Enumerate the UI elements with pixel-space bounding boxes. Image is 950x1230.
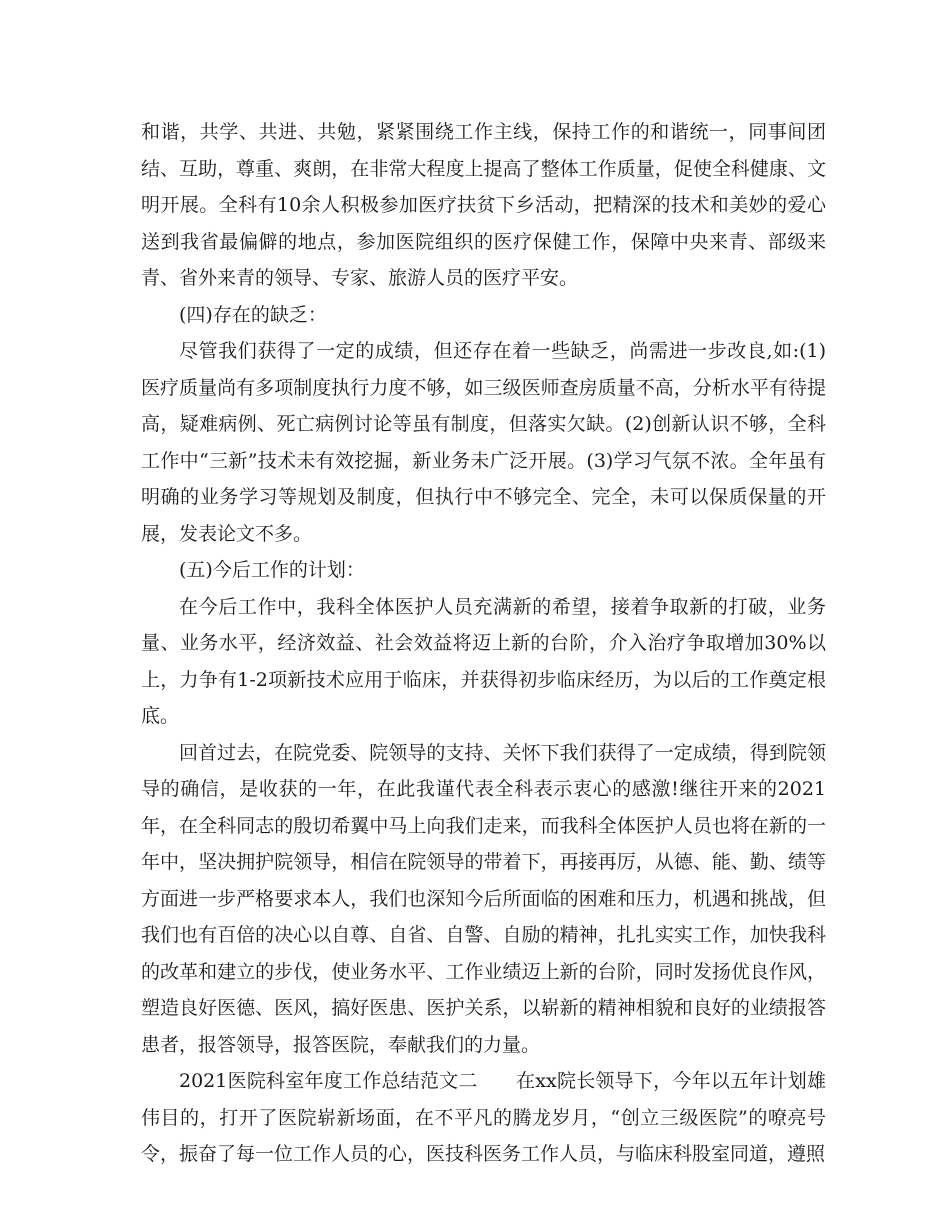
paragraph-shortcomings: 尽管我们获得了一定的成绩，但还存在着一些缺乏，尚需进一步改良,如:(1)医疗质量尚有多项制度执行力度不够，如三级医师查房质量不高，分析水平有待提高，疑难病例、死亡病例讨论等虽有制度，但落实欠缺。(2)创新认识不够，全科工作中“三新”技术未有效挖掘，新业务未广泛开展。(3)学习气氛不浓。全年虽有明确的业务学习等规划及制度，但执行中不够完全、完全，未可以保质保量的开展，发表论文不多。 — [141, 340, 826, 545]
paragraph-future-plan: 在今后工作中，我科全体医护人员充满新的希望，接着争取新的打破，业务量、业务水平，经济效益、社会效益将迈上新的台阶，介入治疗争取增加30%以上，力争有1-2项新技术应用于临床，并获得初步临床经历，为以后的工作奠定根底。 — [141, 595, 826, 727]
section-heading-future-plan: (五)今后工作的计划： — [179, 559, 365, 581]
document-body — [141, 114, 826, 1173]
paragraph-review-outlook: 回首过去，在院党委、院领导的支持、关怀下我们获得了一定成绩，得到院领导的确信，是收获的一年，在此我谨代表全科表示衷心的感激!继往开来的2021年，在全科同志的殷切希翼中马上向我们走来，而我科全体医护人员也将在新的一年中，坚决拥护院领导，相信在院领导的带着下，再接再厉，从德、能、勤、绩等方面进一步严格要求本人，我们也深知今后所面临的困难和压力，机遇和挑战，但我们也有百倍的决心以自尊、自省、自警、自励的精神，扎扎实实工作，加快我科的改革和建立的步伐，使业务水平、工作业绩迈上新的台阶，同时发扬优良作风，塑造良好医德、医风，搞好医患、医护关系，以崭新的精神相貌和良好的业绩报答患者，报答领导，报答医院，奉献我们的力量。 — [141, 741, 826, 1056]
section-heading-shortcomings: (四)存在的缺乏： — [179, 303, 327, 326]
paragraph-sample-two: 2021医院科室年度工作总结范文二 在xx院长领导下，今年以五年计划雄伟目的，打开了医院崭新场面，在不平凡的腾龙岁月，“创立三级医院”的嘹亮号令，振奋了每一位工作人员的心，医技科医务工作人员，与临床科股室同道，遵照 — [141, 1070, 826, 1165]
paragraph-harmony-teamwork: 和谐，共学、共进、共勉，紧紧围绕工作主线，保持工作的和谐统一，同事间团结、互助，尊重、爽朗，在非常大程度上提高了整体工作质量，促使全科健康、文明开展。全科有10余人积极参加医疗扶贫下乡活动，把精深的技术和美妙的爱心送到我省最偏僻的地点，参加医院组织的医疗保健工作，保障中央来青、部级来青、省外来青的领导、专家、旅游人员的医疗平安。 — [141, 121, 826, 289]
